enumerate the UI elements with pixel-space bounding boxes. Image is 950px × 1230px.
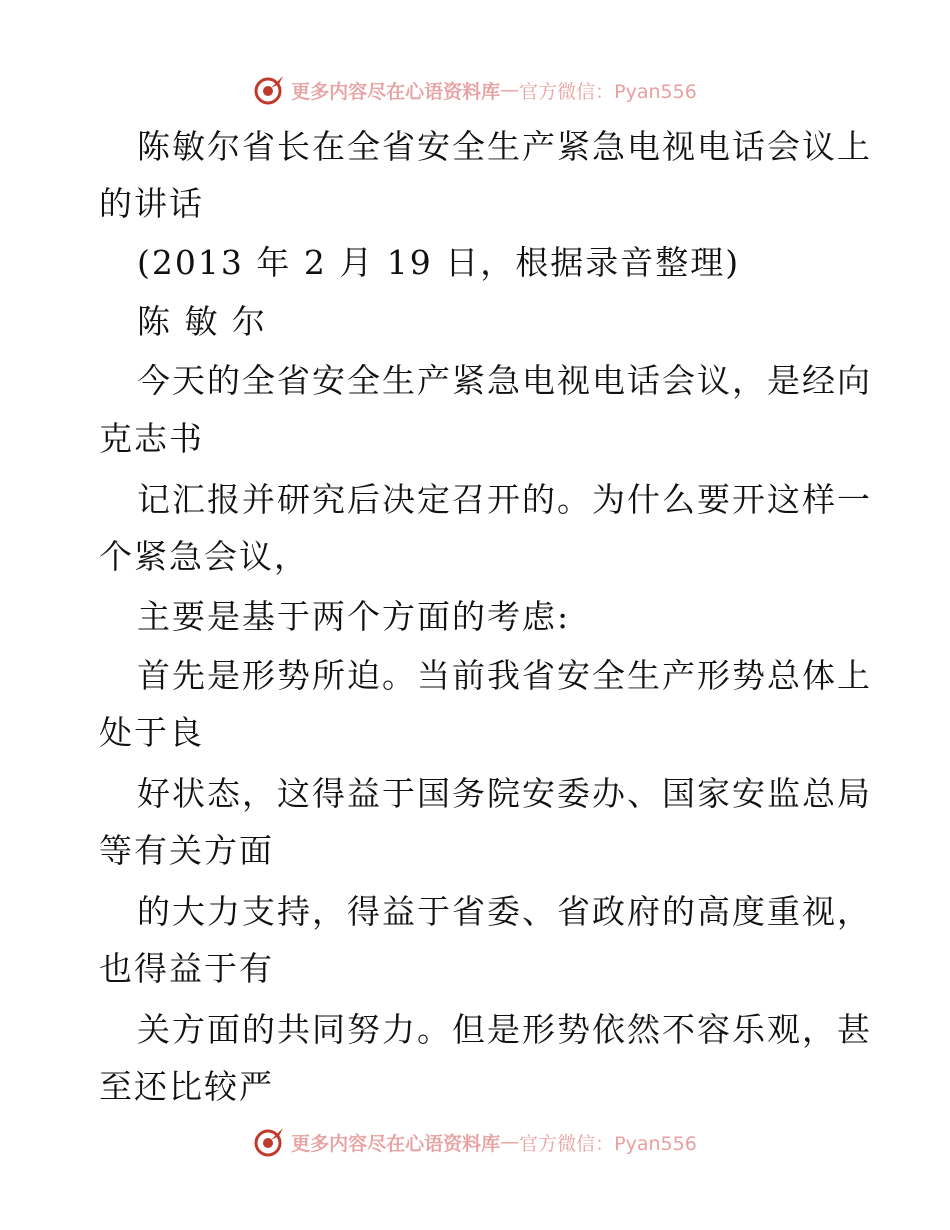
doc-date-line: (2013 年 2 月 19 日，根据录音整理)	[137, 243, 741, 282]
paragraph-line: 记汇报并研究后决定召开的。为什么要开这样一	[137, 480, 872, 519]
paragraph-line: 好状态，这得益于国务院安委办、国家安监总局	[137, 774, 872, 813]
banner-separator: —	[500, 79, 520, 101]
quill-pen-logo-icon	[253, 74, 285, 106]
doc-author: 陈 敏 尔	[137, 302, 267, 341]
quill-pen-logo-icon	[253, 1126, 285, 1158]
doc-title-line-2: 的讲话	[99, 184, 204, 223]
paragraph-line: 也得益于有	[99, 949, 274, 988]
banner-separator: —	[500, 1131, 520, 1153]
banner-site-text: 更多内容尽在心语资料库	[291, 80, 501, 103]
footer-banner	[0, 1122, 950, 1162]
doc-title-line-1: 陈敏尔省长在全省安全生产紧急电视电话会议上	[137, 127, 872, 166]
paragraph-line: 克志书	[99, 419, 204, 458]
paragraph-line: 等有关方面	[99, 831, 274, 870]
paragraph-line: 个紧急会议，	[99, 537, 309, 576]
paragraph-line: 主要是基于两个方面的考虑:	[137, 597, 571, 636]
banner-wechat-text: 官方微信：Pyan556	[519, 1132, 697, 1155]
banner-wechat-text: 官方微信：Pyan556	[519, 80, 697, 103]
paragraph-line: 今天的全省安全生产紧急电视电话会议，是经向	[137, 361, 872, 400]
paragraph-line: 至还比较严	[99, 1067, 274, 1106]
paragraph-line: 关方面的共同努力。但是形势依然不容乐观，甚	[137, 1010, 872, 1049]
banner-site-text: 更多内容尽在心语资料库	[291, 1132, 501, 1155]
paragraph-line: 处于良	[99, 713, 204, 752]
paragraph-line: 首先是形势所迫。当前我省安全生产形势总体上	[137, 656, 872, 695]
paragraph-line: 的大力支持，得益于省委、省政府的高度重视，	[137, 892, 872, 931]
header-banner	[0, 70, 950, 110]
